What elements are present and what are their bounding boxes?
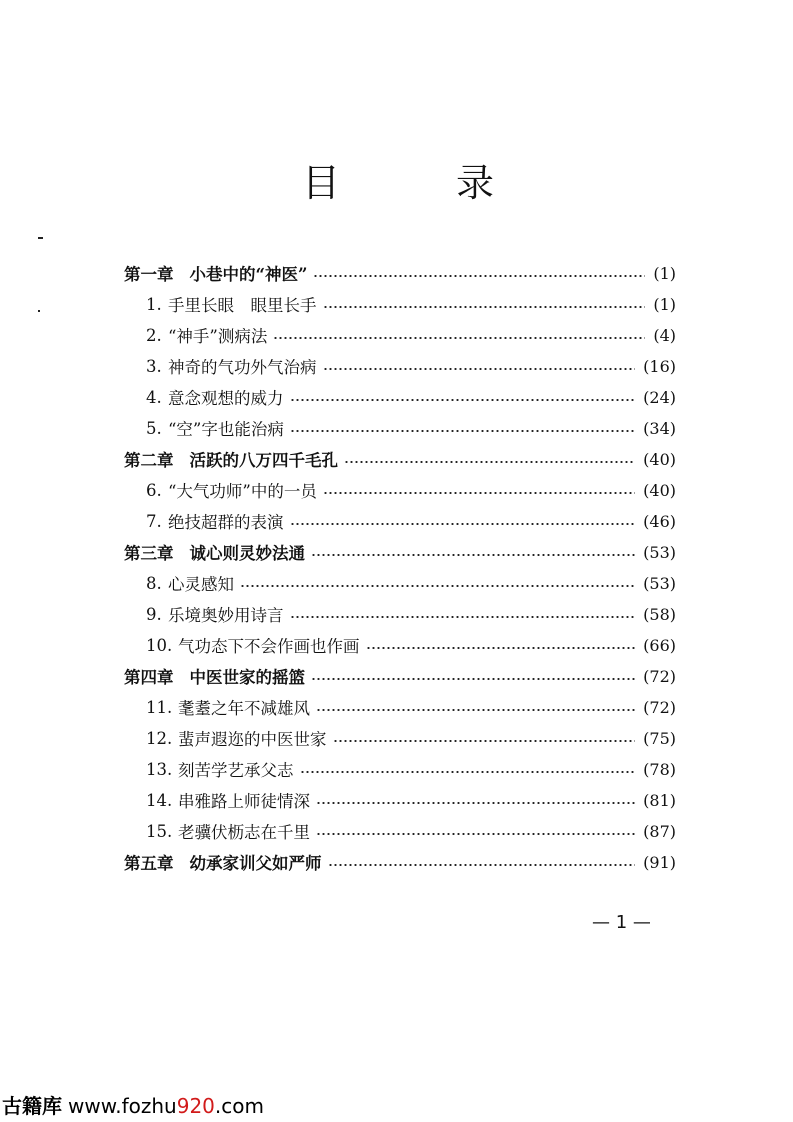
toc-entry-title: 耄耋之年不减雄风: [178, 699, 310, 718]
dot-leader: [240, 585, 635, 587]
toc-entry-number: 6.: [146, 480, 162, 500]
toc-entry-title: 乐境奥妙用诗言: [168, 606, 284, 625]
watermark-name: 古籍库: [2, 1094, 62, 1118]
toc-section-row: [124, 692, 676, 722]
dot-leader: [316, 833, 635, 835]
toc-entry-number: 10.: [146, 635, 173, 655]
toc-section-row: [124, 785, 676, 815]
toc-entry-number: 13.: [146, 759, 173, 779]
toc-section-row: [124, 382, 676, 412]
toc-page-ref: (72): [643, 697, 676, 717]
toc-chapter-row: [124, 258, 676, 288]
dot-leader: [333, 740, 636, 742]
dot-leader: [323, 306, 646, 308]
dot-leader: [290, 430, 635, 432]
watermark-url-prefix: www.fozhu: [68, 1094, 177, 1118]
dot-leader: [313, 275, 645, 277]
toc-entry-number: 15.: [146, 821, 173, 841]
dot-leader: [328, 864, 636, 866]
toc-entry-label: [178, 757, 294, 781]
toc-entry-number: 1.: [146, 294, 162, 314]
toc-entry-label: [178, 633, 360, 657]
toc-entry-label: [168, 571, 234, 595]
toc-page-ref: (58): [643, 604, 676, 624]
toc-entry-title: 诚心则灵妙法通: [189, 544, 305, 563]
toc-chapter-number: 第二章: [124, 451, 174, 470]
toc-entry-title: 中医世家的摇篮: [189, 668, 305, 687]
toc-section-row: [124, 599, 676, 629]
toc-entry-title: 心灵感知: [168, 575, 234, 594]
dot-leader: [300, 771, 636, 773]
toc-entry-title: 老骥伏枥志在千里: [178, 823, 310, 842]
toc-page-ref: (75): [643, 728, 676, 748]
dot-leader: [311, 678, 635, 680]
toc-page-ref: (34): [643, 418, 676, 438]
dot-leader: [290, 399, 636, 401]
toc-chapter-number: 第四章: [124, 668, 174, 687]
toc-page-ref: (40): [643, 480, 676, 500]
toc-section-row: [124, 289, 676, 319]
dot-leader: [290, 616, 636, 618]
dot-leader: [366, 647, 636, 649]
dot-leader: [323, 492, 635, 494]
scan-speck: [38, 237, 43, 239]
toc-entry-number: 4.: [146, 387, 162, 407]
toc-entry-title: 意念观想的威力: [168, 389, 284, 408]
toc-section-row: [124, 475, 676, 505]
toc-chapter-number: 第五章: [124, 854, 174, 873]
dot-leader: [316, 802, 635, 804]
dot-leader: [273, 337, 645, 339]
toc-page-ref: (91): [643, 852, 676, 872]
toc-section-row: [124, 568, 676, 598]
watermark-url-highlight: 920: [176, 1094, 215, 1118]
toc-page-ref: (87): [643, 821, 676, 841]
toc-entry-label: [168, 354, 317, 378]
toc-entry-number: 11.: [146, 697, 173, 717]
toc-entry-title: 手里长眼 眼里长手: [168, 296, 317, 315]
toc-section-row: [124, 630, 676, 660]
toc-entry-label: [168, 323, 267, 347]
toc-entry-title: 刻苦学艺承父志: [178, 761, 294, 780]
toc-page-ref: (40): [643, 449, 676, 469]
toc-entry-title: 神奇的气功外气治病: [168, 358, 317, 377]
toc-chapter-number: 第一章: [124, 265, 174, 284]
toc-entry-label: [168, 478, 317, 502]
toc-entry-label: [168, 416, 284, 440]
toc-page-ref: (16): [643, 356, 676, 376]
toc-page-ref: (24): [643, 387, 676, 407]
toc-section-row: [124, 816, 676, 846]
toc-entry-number: 9.: [146, 604, 162, 624]
toc-chapter-row: [124, 661, 676, 691]
toc-page-ref: (72): [643, 666, 676, 686]
toc-section-row: [124, 351, 676, 381]
toc-page-ref: (81): [643, 790, 676, 810]
toc-entry-label: [178, 819, 310, 843]
toc-entry-title: 小巷中的“神医”: [189, 265, 308, 284]
heading-char-1: 目: [302, 161, 341, 205]
toc-entry-title: 蜚声遐迩的中医世家: [178, 730, 327, 749]
toc-chapter-row: [124, 444, 676, 474]
toc-entry-title: “神手”测病法: [168, 327, 268, 346]
dot-leader: [323, 368, 636, 370]
toc-entry-title: 串雅路上师徒情深: [178, 792, 310, 811]
toc-entry-title: “大气功师”中的一员: [168, 482, 317, 501]
toc-entry-number: 7.: [146, 511, 162, 531]
toc-section-row: [124, 723, 676, 753]
toc-chapter-number: 第三章: [124, 544, 174, 563]
toc-chapter-row: [124, 537, 676, 567]
toc-page-ref: (46): [643, 511, 676, 531]
toc-entry-title: 绝技超群的表演: [168, 513, 284, 532]
toc-entry-label: [124, 850, 322, 874]
toc-entry-number: 3.: [146, 356, 162, 376]
watermark: [2, 1090, 264, 1119]
dot-leader: [290, 523, 636, 525]
toc-entry-title: 气功态下不会作画也作画: [178, 637, 360, 656]
dot-leader: [311, 554, 635, 556]
toc-entry-title: 活跃的八万四千毛孔: [189, 451, 338, 470]
toc-page-ref: (53): [643, 542, 676, 562]
dot-leader: [344, 461, 635, 463]
heading-char-2: 录: [456, 161, 495, 205]
scan-speck: [38, 310, 40, 312]
toc-entry-number: 8.: [146, 573, 162, 593]
toc-heading: [0, 158, 793, 208]
toc-page-ref: (66): [643, 635, 676, 655]
dot-leader: [316, 709, 635, 711]
toc-section-row: [124, 506, 676, 536]
toc-section-row: [124, 754, 676, 784]
toc-entry-label: [124, 664, 305, 688]
toc-page-ref: (78): [643, 759, 676, 779]
watermark-url-suffix: .com: [214, 1094, 264, 1118]
page-number: — 1 —: [592, 912, 651, 933]
toc-entry-label: [178, 726, 327, 750]
toc-entry-title: “空”字也能治病: [168, 420, 284, 439]
toc-page-ref: (53): [643, 573, 676, 593]
toc-page-ref: (4): [653, 325, 676, 345]
toc-entry-label: [168, 509, 284, 533]
toc-entry-label: [178, 695, 310, 719]
toc-entry-label: [124, 540, 305, 564]
toc-entry-number: 12.: [146, 728, 173, 748]
toc-entry-label: [168, 292, 317, 316]
toc-chapter-row: [124, 847, 676, 877]
toc-page-ref: (1): [653, 263, 676, 283]
toc-section-row: [124, 413, 676, 443]
toc-entry-label: [168, 385, 284, 409]
toc-page-ref: (1): [653, 294, 676, 314]
toc-entry-number: 5.: [146, 418, 162, 438]
toc-entry-label: [178, 788, 310, 812]
toc-entry-label: [124, 261, 307, 285]
toc-entry-number: 2.: [146, 325, 162, 345]
toc-section-row: [124, 320, 676, 350]
toc-entry-label: [124, 447, 338, 471]
toc-entry-title: 幼承家训父如严师: [189, 854, 322, 873]
toc-entry-number: 14.: [146, 790, 173, 810]
toc-entry-label: [168, 602, 284, 626]
